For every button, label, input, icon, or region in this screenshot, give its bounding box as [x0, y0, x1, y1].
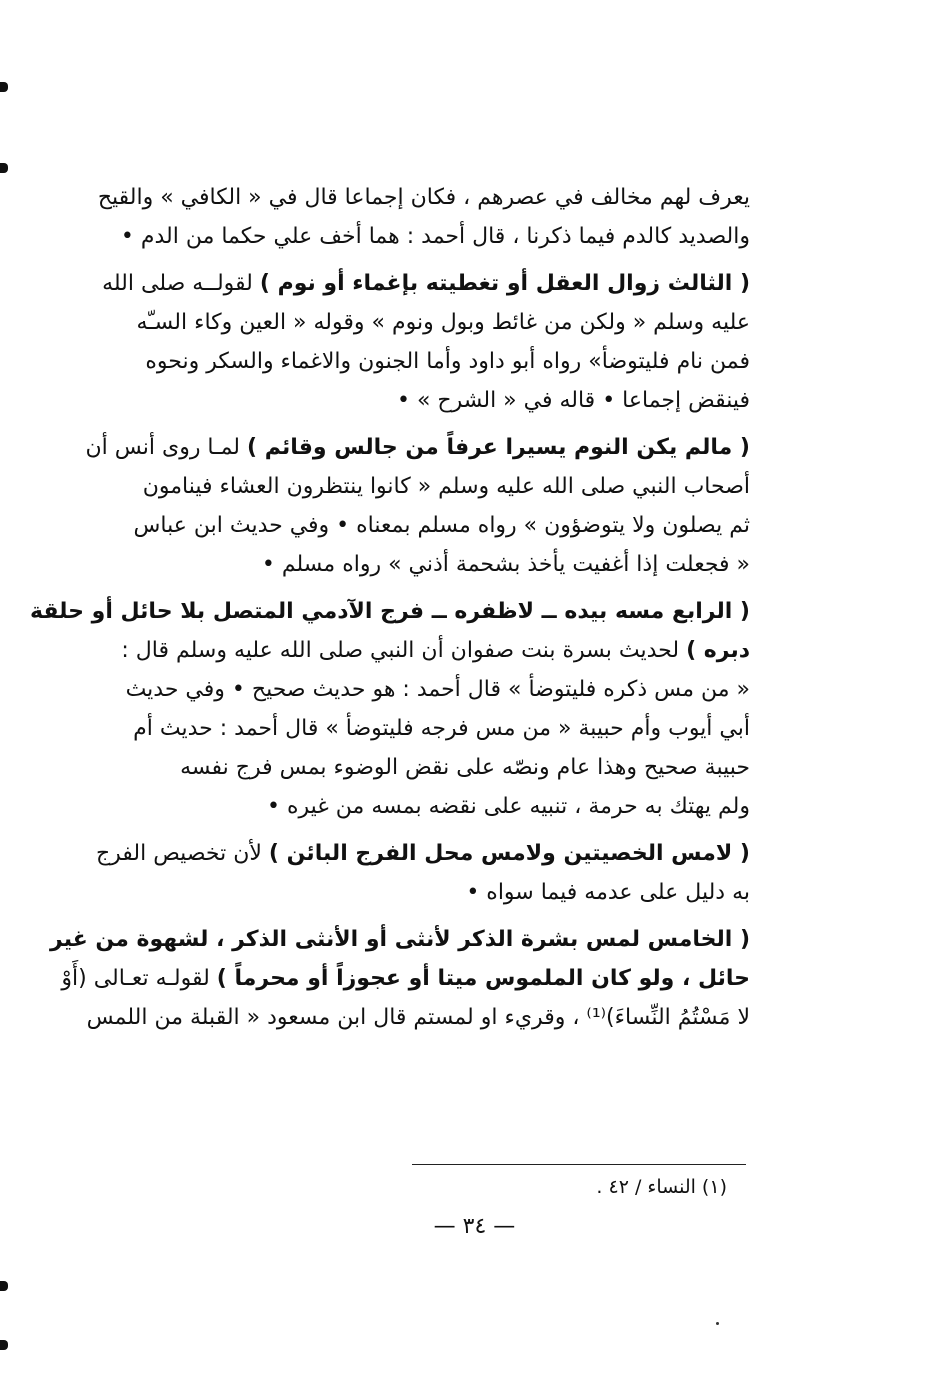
text-line: لا مَسْتُمُ النِّساءَ)⁽¹⁾ ، وقريء او لمستم قال ابن مسعود « القبلة من اللمس	[86, 1005, 750, 1030]
bold-heading: ( الخامس لمس بشرة الذكر لأنثى أو الأنثى الذكر ، لشهوة من غير	[50, 927, 750, 952]
bold-heading: ( الرابع مسه بيده ــ لاظفره ــ فرج الآدمي المتصل بلا حائل أو حلقة	[29, 599, 750, 624]
bold-heading: ( لامس الخصيتين ولامس محل الفرج البائن )	[268, 841, 750, 866]
bold-heading: حائل ، ولو كان الملموس ميتا أو عجوزاً أو محرماً )	[216, 966, 750, 991]
text-line: ولم يهتك به حرمة ، تنبيه على نقضه بمسه من غيره •	[267, 794, 750, 819]
text-line	[50, 920, 750, 959]
text-line: حبيبة صحيح وهذا عام ونصّه على نقض الوضوء بمس فرج نفسه	[180, 755, 750, 780]
text-line: أصحاب النبي صلى الله عليه وسلم « كانوا ينتظرون العشاء فينامون	[142, 474, 750, 499]
scan-speck	[716, 1322, 719, 1325]
body-text	[29, 178, 750, 1037]
text-line: « من مس ذكره فليتوضأ » قال أحمد : هو حديث صحيح • وفي حديث	[125, 677, 750, 702]
text-line: به دليل على عدمه فيما سواه •	[466, 880, 750, 905]
text-line: ( لامس الخصيتين ولامس محل الفرج البائن ) لأن تخصيص الفرج	[95, 841, 750, 866]
bold-heading: ( الثالث زوال العقل أو تغطيته بإغماء أو نوم )	[259, 271, 750, 296]
scan-edge-mark	[0, 82, 8, 92]
bold-heading: دبره )	[686, 638, 750, 663]
text-line: فمن نام فليتوضأ» رواه أبو داود وأما الجنون والاغماء والسكر ونحوه	[145, 349, 750, 374]
text-line: دبره ) لحديث بسرة بنت صفوان أن النبي صلى الله عليه وسلم قال :	[121, 638, 750, 663]
scan-edge-mark	[0, 163, 8, 173]
scan-edge-mark	[0, 1340, 8, 1350]
text-line: « فجعلت إذا أغفيت يأخذ بشحمة أذني » رواه مسلم •	[261, 552, 750, 577]
text-line: ( الثالث زوال العقل أو تغطيته بإغماء أو نوم ) لقولــه صلى الله	[102, 271, 750, 296]
text-line: فينقض إجماعا • قاله في « الشرح » •	[396, 388, 750, 413]
footnote: (١) النساء / ٤٢ .	[596, 1176, 727, 1198]
bold-heading: ( مالم يكن النوم يسيرا عرفاً من جالس وقائم )	[247, 435, 750, 460]
text-line: عليه وسلم « ولكن من غائط وبول ونوم » وقوله « العين وكاء السـّه	[136, 310, 750, 335]
text-line: يعرف لهم مخالف في عصرهم ، فكان إجماعا قال في « الكافي » والقيح	[97, 185, 750, 210]
text-line: ثم يصلون ولا يتوضؤون » رواه مسلم بمعناه • وفي حديث ابن عباس	[133, 513, 750, 538]
page-number: — ٣٤ —	[433, 1214, 516, 1239]
text-line: أبي أيوب وأم حبيبة « من مس فرجه فليتوضأ » قال أحمد : حديث أم	[133, 716, 750, 741]
scan-edge-mark	[0, 1281, 8, 1291]
text-line: ( مالم يكن النوم يسيرا عرفاً من جالس وقائم ) لمـا روى أنس أن	[85, 435, 750, 460]
text-line	[29, 592, 750, 631]
text-line: والصديد كالدم فيما ذكرنا ، قال أحمد : هما أخف علي حكما من الدم •	[120, 224, 750, 249]
text-line: حائل ، ولو كان الملموس ميتا أو عجوزاً أو محرماً ) لقولـه تعـالى (أَوْ	[61, 966, 750, 991]
footnote-separator	[412, 1164, 746, 1165]
